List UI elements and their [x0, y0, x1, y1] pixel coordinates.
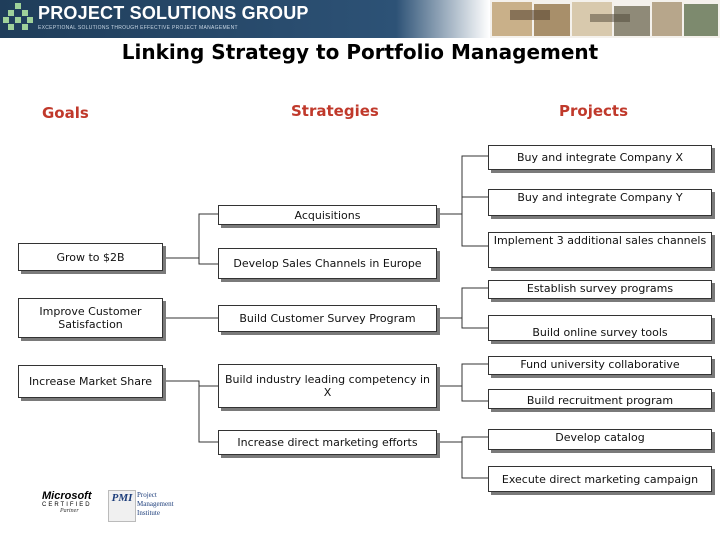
project-box: Implement 3 additional sales channels: [488, 232, 712, 268]
project-box: Build recruitment program: [488, 389, 712, 409]
projects-column-heading: Projects: [559, 102, 629, 120]
pmi-emblem-icon: [108, 490, 136, 522]
pmi-logo: [108, 490, 178, 526]
project-box: Develop catalog: [488, 429, 712, 450]
microsoft-certified-text: CERTIFIED: [42, 502, 92, 508]
strategy-box: Develop Sales Channels in Europe: [218, 248, 437, 279]
brand-tagline: EXCEPTIONAL SOLUTIONS THROUGH EFFECTIVE PROJECT MANAGEMENT: [38, 25, 238, 31]
strategy-box: Increase direct marketing efforts: [218, 430, 437, 455]
project-box: Execute direct marketing campaign: [488, 466, 712, 492]
microsoft-partner-text: Partner: [60, 508, 79, 514]
project-box: Build online survey tools: [488, 315, 712, 341]
goals-column-heading: Goals: [42, 104, 89, 122]
strategies-column-heading: Strategies: [291, 102, 379, 120]
pmi-logo-mark: PMI: [111, 492, 133, 504]
goal-box: Improve Customer Satisfaction: [18, 298, 163, 338]
project-box: Establish survey programs: [488, 280, 712, 299]
strategy-box: Acquisitions: [218, 205, 437, 225]
page-title: Linking Strategy to Portfolio Management: [121, 40, 599, 64]
project-box: Fund university collaborative: [488, 356, 712, 375]
strategy-box: Build industry leading competency in X: [218, 364, 437, 408]
pmi-logo-text: Project Management Institute: [137, 491, 174, 517]
microsoft-certified-logo: [42, 490, 102, 526]
brand-title: PROJECT SOLUTIONS GROUP: [38, 3, 309, 23]
goal-box: Increase Market Share: [18, 365, 163, 398]
goal-box: Grow to $2B: [18, 243, 163, 271]
project-box: Buy and integrate Company X: [488, 145, 712, 170]
strategy-box: Build Customer Survey Program: [218, 305, 437, 332]
project-box: Buy and integrate Company Y: [488, 189, 712, 216]
microsoft-logo-text: Microsoft: [42, 490, 92, 502]
